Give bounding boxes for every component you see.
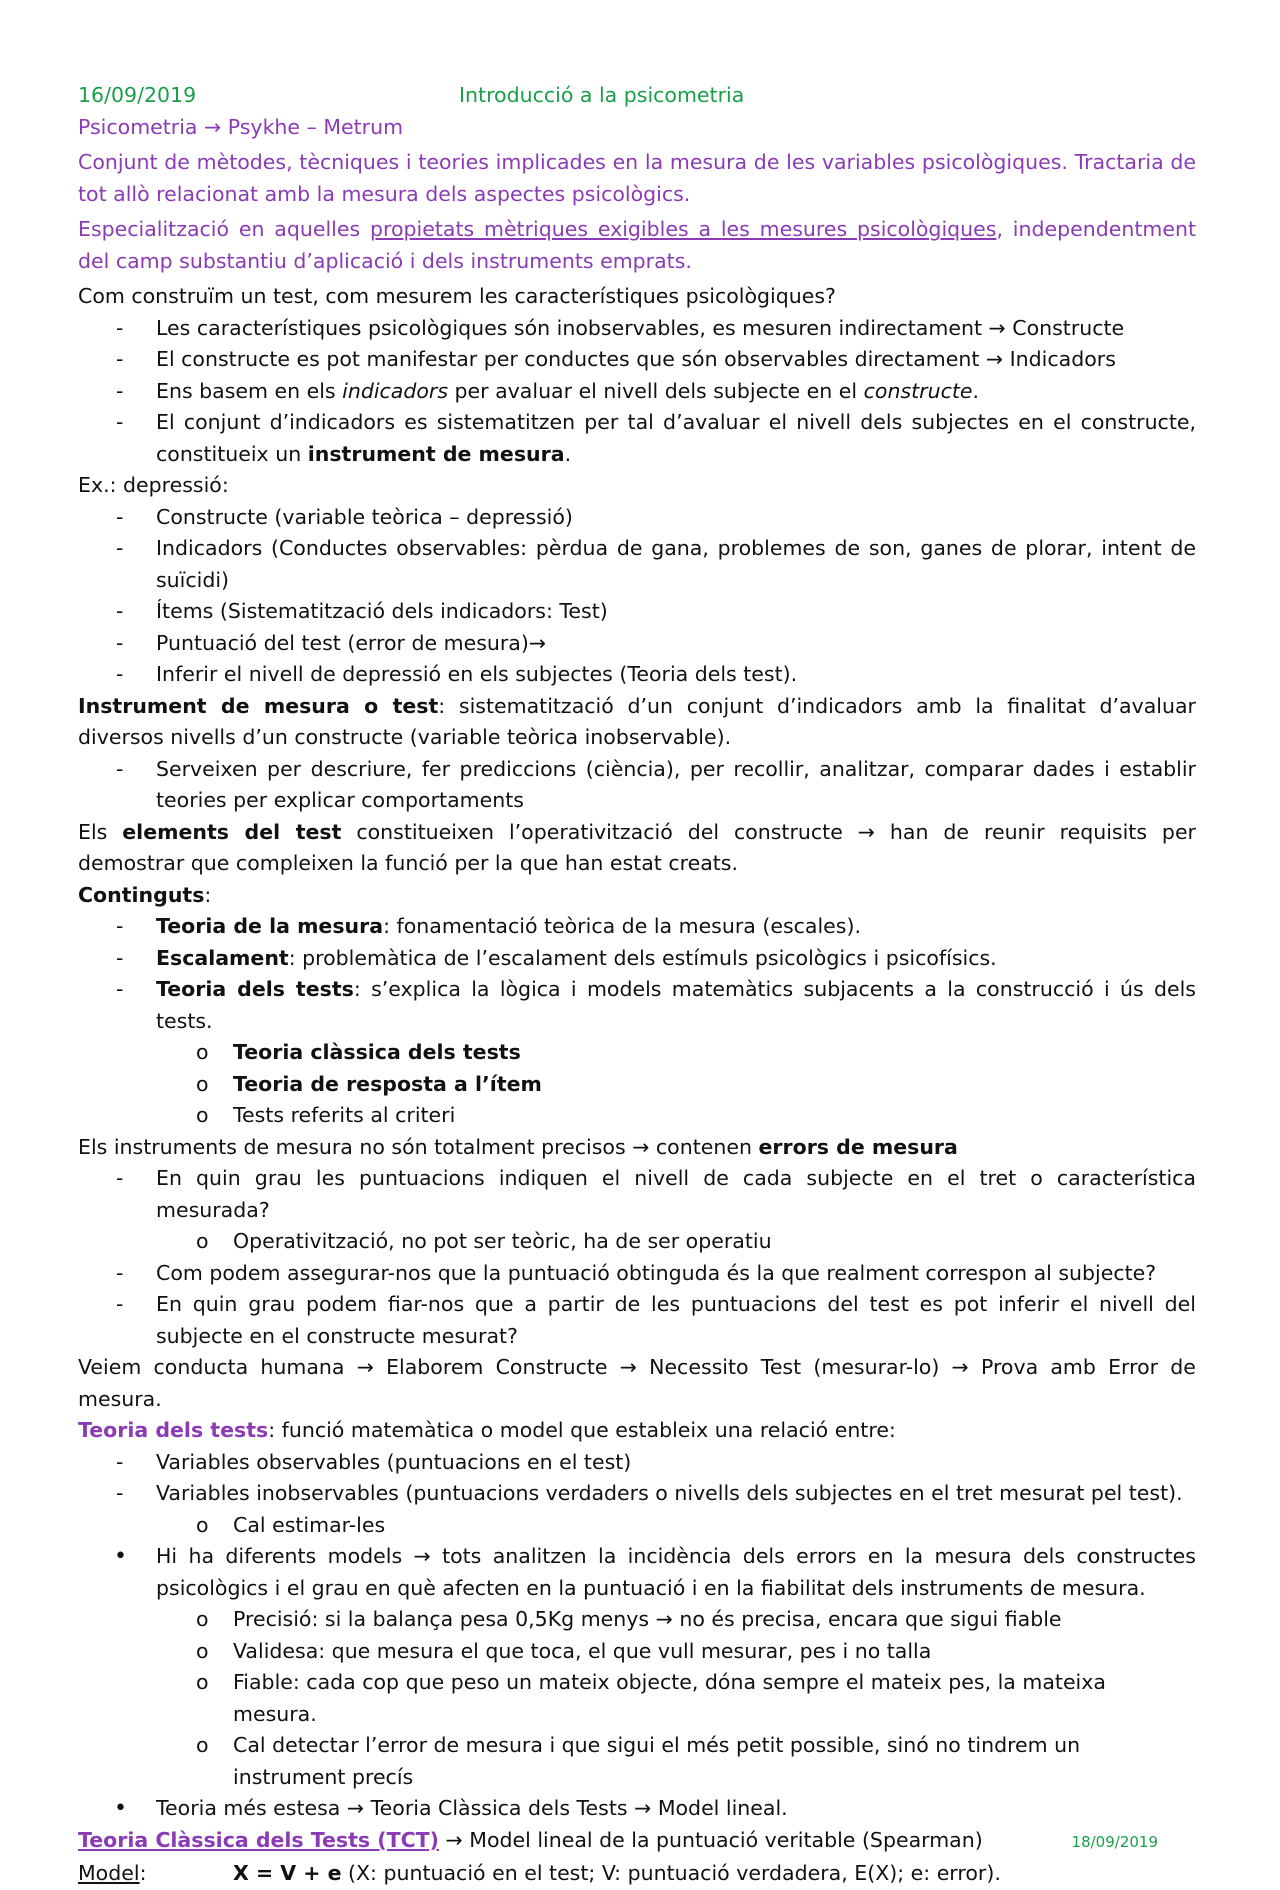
list-item: o Operativització, no pot ser teòric, ha de ser operatiu [78,1226,1196,1258]
theory-list [78,1447,1196,1510]
arrow-icon: → [632,1134,650,1159]
errors-list [78,1163,1196,1226]
arrow-icon: → [857,819,875,844]
etym-origin: Psykhe – Metrum [227,114,404,139]
continguts-list [78,911,1196,1037]
def2-underlined: propietats mètriques exigibles a les mesures psicològiques [369,217,997,241]
etymology-line [78,112,1196,144]
theory-sublist [78,1510,1196,1542]
list-item: - El conjunt d’indicadors es sistematitzen per tal d’avaluar el nivell dels subjectes en el constructe, constitueix un instrument de mesura. [78,407,1196,470]
list-item: o Cal detectar l’error de mesura i que sigui el més petit possible, sinó no tindrem un instrument precís [78,1730,1196,1793]
list-item: - Teoria dels tests: s’explica la lògica i models matemàtics subjacents a la construcció i ús dels tests. [78,974,1196,1037]
list-item: - Les característiques psicològiques són inobservables, es mesuren indirectament → Constructe [78,313,1196,345]
tct-heading [78,1825,1196,1859]
arrow-icon: → [951,1355,969,1379]
formula-description: (X: puntuació en el test; V: puntuació verdadera, E(X); e: error). [341,1861,1001,1885]
models-list-2 [78,1793,1196,1825]
list-item: - En quin grau podem fiar-nos que a partir de les puntuacions del test es pot inferir el nivell del subjecte en el constructe mesurat? [78,1289,1196,1352]
section-date: 18/09/2019 [1071,1832,1158,1851]
list-item: - El constructe es pot manifestar per conductes que són observables directament → Indicadors [78,344,1196,376]
page-title: Introducció a la psicometria [459,83,745,107]
errors-paragraph: Els instruments de mesura no són totalment precisos → contenen errors de mesura [78,1134,958,1159]
theory-paragraph: Teoria dels tests: funció matemàtica o model que estableix una relació entre: [78,1418,896,1442]
document-header [78,80,1196,112]
list-item: - Escalament: problemàtica de l’escalament dels estímuls psicològics i psicofísics. [78,943,1196,975]
list-item: o Validesa: que mesura el que toca, el que vull mesurar, pes i no talla [78,1636,1196,1668]
list-item: - Puntuació del test (error de mesura)→ [78,628,1196,660]
arrow-icon: → [204,114,222,139]
arrow-icon: → [655,1607,673,1631]
list-item: o Fiable: cada cop que peso un mateix objecte, dóna sempre el mateix pes, la mateixa mesura. [78,1667,1196,1730]
list-item: o Teoria de resposta a l’ítem [78,1069,1196,1101]
instrument-definition: Instrument de mesura o test: sistematització d’un conjunt d’indicadors amb la finalitat d’avaluar diversos nivells d’un constructe (variable teòrica inobservable). [78,693,1196,749]
list-item: o Cal estimar-les [78,1510,1196,1542]
tct-title: Teoria Clàssica dels Tests (TCT) [78,1827,440,1852]
model-formula: X = V + e [233,1861,342,1885]
list-item: - Variables observables (puntuacions en el test) [78,1447,1196,1479]
continguts-heading: Continguts: [78,882,212,907]
definition-paragraph: Conjunt de mètodes, tècniques i teories implicades en la mesura de les variables psicològiques. Tractaria de tot allò relacionat amb la mesura dels aspectes psicològics. [78,150,1196,206]
list-item: o Precisió: si la balança pesa 0,5Kg menys → no és precisa, encara que sigui fiable [78,1604,1196,1636]
example-label: Ex.: depressió: [78,473,229,497]
def2-text-a: Especialització en aquelles [78,217,370,241]
models-sublist [78,1604,1196,1793]
arrow-icon: → [445,1827,463,1852]
list-item: - Variables inobservables (puntuacions verdaders o nivells dels subjectes en el tret mesurat pel test). [78,1478,1196,1510]
etym-term: Psicometria [78,114,198,139]
errors-list-2 [78,1258,1196,1353]
header-date: 16/09/2019 [78,83,197,107]
arrow-icon: → [619,1355,637,1379]
list-item: - Inferir el nivell de depressió en els subjectes (Teoria dels test). [78,659,1196,691]
arrow-icon: → [413,1544,431,1568]
def2-text-b: , independentment del camp substantiu d’aplicació i dels instruments emprats. [78,217,1196,273]
example-list [78,502,1196,691]
models-list [78,1541,1196,1604]
list-item: - Ens basem en els indicadors per avaluar el nivell dels subjecte en el constructe. [78,376,1196,408]
question-paragraph: Com construïm un test, com mesurem les característiques psicològiques? [78,284,836,308]
arrow-icon: → [634,1796,652,1820]
arrow-icon: → [988,315,1006,340]
instrument-list [78,754,1196,817]
arrow-icon: → [356,1355,374,1379]
arrow-icon: → [985,347,1004,371]
list-item: o Teoria clàssica dels tests [78,1037,1196,1069]
continguts-sublist [78,1037,1196,1132]
tct-description: Model lineal de la puntuació veritable (Spearman) [469,1827,983,1852]
list-item: • Hi ha diferents models → tots analitzen la incidència dels errors en la mesura dels constructes psicològics i el grau en què afecten en la puntuació i en la fiabilitat dels instruments de mesura. [78,1541,1196,1604]
model-line: Model: X = V + e (X: puntuació en el test; V: puntuació verdadera, E(X); e: error). [78,1861,1001,1885]
elements-paragraph: Els elements del test constitueixen l’operativització del constructe → han de reunir requisits per demostrar que compleixen la funció per la que han estat creats. [78,819,1196,875]
list-item: - En quin grau les puntuacions indiquen el nivell de cada subjecte en el tret o característica mesurada? [78,1163,1196,1226]
list-item: - Teoria de la mesura: fonamentació teòrica de la mesura (escales). [78,911,1196,943]
model-label: Model [78,1861,140,1885]
flow-paragraph: Veiem conducta humana → Elaborem Constructe → Necessito Test (mesurar-lo) → Prova amb Error de mesura. [78,1355,1196,1411]
arrow-icon: → [346,1796,365,1820]
errors-sublist [78,1226,1196,1258]
specialization-paragraph [78,214,1196,277]
list-item: - Serveixen per descriure, fer prediccions (ciència), per recollir, analitzar, comparar dades i establir teories per explicar comportaments [78,754,1196,817]
list-item: o Tests referits al criteri [78,1100,1196,1132]
list-item: • Teoria més estesa → Teoria Clàssica dels Tests → Model lineal. [78,1793,1196,1825]
list-item: - Com podem assegurar-nos que la puntuació obtinguda és la que realment correspon al subjecte? [78,1258,1196,1290]
list-item: - Indicadors (Conductes observables: pèrdua de gana, problemes de son, ganes de plorar, intent de suïcidi) [78,533,1196,596]
list-item: - Constructe (variable teòrica – depressió) [78,502,1196,534]
list-item: - Ítems (Sistematització dels indicadors: Test) [78,596,1196,628]
construct-list [78,313,1196,471]
